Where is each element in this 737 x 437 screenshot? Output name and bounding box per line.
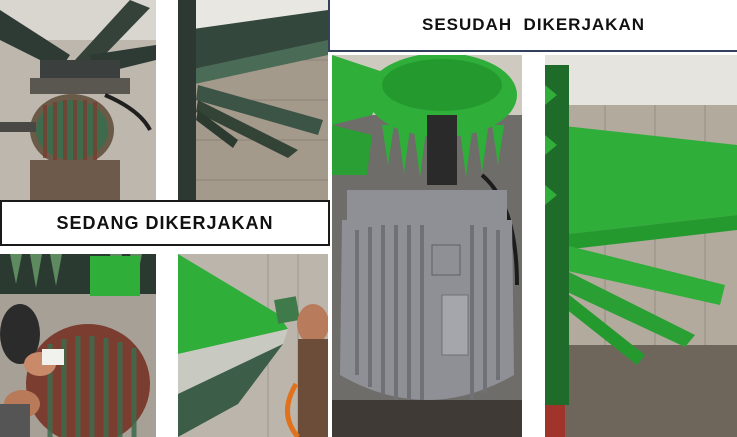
photo-after-gearbox-painted bbox=[332, 55, 522, 437]
photo-after-fan-blades-painted bbox=[545, 55, 737, 437]
after-work-label: SESUDAH DIKERJAKAN bbox=[421, 15, 646, 34]
after-work-banner bbox=[328, 0, 737, 52]
in-progress-banner bbox=[0, 200, 330, 246]
in-progress-label: SEDANG DIKERJAKAN bbox=[56, 212, 274, 233]
photo-before-gearbox bbox=[0, 0, 156, 200]
photo-progress-painting-blade bbox=[178, 254, 328, 437]
photo-before-fan-blades bbox=[178, 0, 328, 200]
photo-progress-cleaning-gearbox bbox=[0, 254, 156, 437]
